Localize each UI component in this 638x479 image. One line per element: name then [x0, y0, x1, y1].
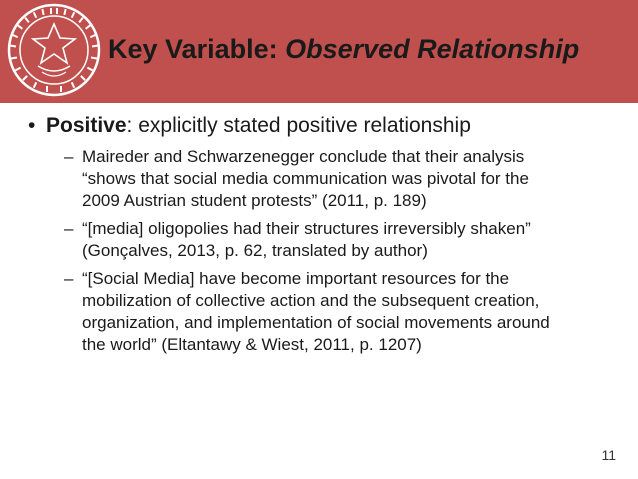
sub-item-3: [64, 268, 618, 356]
sub-item-text: “[Social Media] have become important resources for the mobilization of collective action and the subsequent creation, organization, and implementation of social movements around the world” (Eltantawy & Wiest, 2011, p. 1207): [82, 269, 550, 354]
sub-item-text: “[media] oligopolies had their structures irreversibly shaken” (Gonçalves, 2013, p. 62, translated by author): [82, 219, 531, 260]
bullet-text-wrap: [46, 112, 471, 140]
slide-header: [0, 0, 638, 103]
sub-item-text: Maireder and Schwarzenegger conclude that their analysis “shows that social media communication was pivotal for the 2009 Austrian student protests” (2011, p. 189): [82, 147, 529, 210]
bullet-positive: [28, 112, 618, 140]
title-plain: Key Variable:: [108, 34, 286, 64]
slide-title: [108, 34, 579, 65]
title-emphasis: Observed Relationship: [285, 34, 580, 64]
bullet-text: : explicitly stated positive relationship: [126, 114, 471, 137]
bullet-label: Positive: [46, 114, 127, 137]
sub-item-marker: –: [64, 219, 74, 238]
page-number: 11: [601, 447, 616, 463]
bullet-marker: •: [28, 114, 36, 137]
sub-item-marker: –: [64, 147, 74, 166]
sub-item-marker: –: [64, 269, 74, 288]
sub-item-2: [64, 218, 618, 262]
slide-content: [28, 112, 618, 356]
university-seal-icon: [6, 2, 102, 98]
sub-item-1: [64, 146, 618, 212]
